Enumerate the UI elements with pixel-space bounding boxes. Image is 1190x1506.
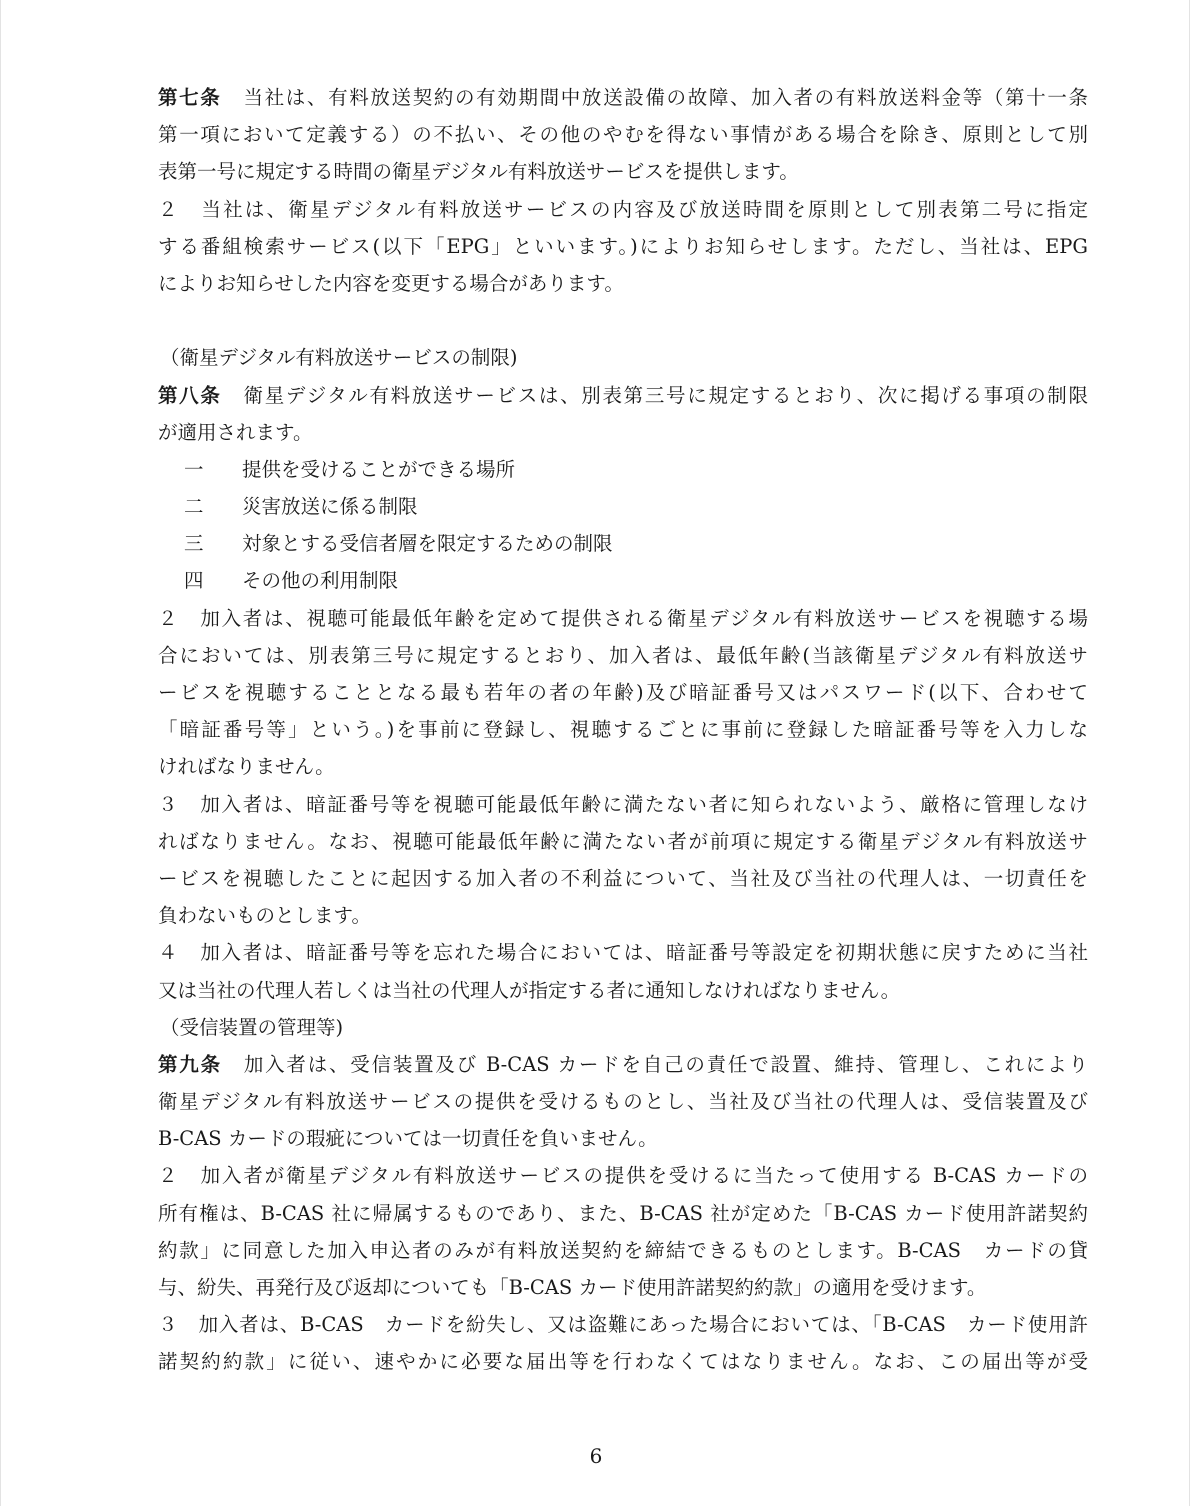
article-9-para-3-line-2: 諾契約約款」に従い、速やかに必要な届出等を行わなくてはなりません。なお、この届出等が受 bbox=[158, 1350, 1088, 1374]
article-8-para-2-line-1: ２ 加入者は、視聴可能最低年齢を定めて提供される衛星デジタル有料放送サービスを視聴する場 bbox=[158, 606, 1088, 630]
article-9-para-2-line-4: 与、紛失、再発行及び返却についても「B-CAS カード使用許諾契約約款」の適用を受けます。 bbox=[158, 1276, 987, 1299]
article-9-label: 第九条 bbox=[158, 1052, 222, 1076]
article-9-line-1 bbox=[158, 1046, 1088, 1083]
article-9-text: 加入者は、受信装置及び B-CAS カードを自己の責任で設置、維持、管理し、これにより bbox=[243, 1052, 1088, 1076]
article-8-para-2-line-2: 合においては、別表第三号に規定するとおり、加入者は、最低年齢(当該衛星デジタル有料放送サ bbox=[158, 643, 1088, 667]
article-7-line-2: 第一項において定義する）の不払い、その他のやむを得ない事情がある場合を除き、原則として別 bbox=[158, 123, 1088, 147]
article-8-line-2: が適用されます。 bbox=[158, 420, 313, 444]
item-text: 災害放送に係る制限 bbox=[242, 495, 418, 519]
item-text: 提供を受けることができる場所 bbox=[242, 457, 516, 481]
article-8-item-2 bbox=[158, 488, 1088, 525]
item-number: 四 bbox=[184, 569, 204, 593]
item-text: 対象とする受信者層を限定するための制限 bbox=[242, 532, 613, 556]
article-8-para-2-line-3: ービスを視聴することとなる最も若年の者の年齢)及び暗証番号又はパスワード(以下、合わせて bbox=[158, 681, 1088, 704]
article-8-para-4-line-2: 又は当社の代理人若しくは当社の代理人が指定する者に通知しなければなりません。 bbox=[158, 978, 901, 1002]
article-8-text: 衛星デジタル有料放送サービスは、別表第三号に規定するとおり、次に掲げる事項の制限 bbox=[243, 383, 1088, 407]
article-9-para-3-line-1: ３ 加入者は、B-CAS カードを紛失し、又は盗難にあった場合においては、「B-CAS カード使用許 bbox=[158, 1313, 1088, 1337]
article-7-para-2-line-3: によりお知らせした内容を変更する場合があります。 bbox=[158, 271, 624, 295]
article-9-para-2-line-2: 所有権は、B-CAS 社に帰属するものであり、また、B-CAS 社が定めた「B-CAS カード使用許諾契約 bbox=[158, 1201, 1088, 1225]
article-8-item-1 bbox=[158, 451, 1088, 488]
article-8-para-3-line-3: ービスを視聴したことに起因する加入者の不利益について、当社及び当社の代理人は、一切責任を bbox=[158, 866, 1088, 890]
article-9-line-2: 衛星デジタル有料放送サービスの提供を受けるものとし、当社及び当社の代理人は、受信装置及び bbox=[158, 1090, 1088, 1114]
article-7-line-1 bbox=[158, 79, 1088, 116]
article-7-para-2-line-1: ２ 当社は、衛星デジタル有料放送サービスの内容及び放送時間を原則として別表第二号に指定 bbox=[158, 197, 1088, 221]
article-8-heading: （衛星デジタル有料放送サービスの制限) bbox=[160, 346, 518, 370]
article-8-para-3-line-4: 負わないものとします。 bbox=[158, 904, 371, 928]
article-8-para-3-line-2: ればなりません。なお、視聴可能最低年齢に満たない者が前項に規定する衛星デジタル有料放送サ bbox=[158, 829, 1088, 853]
article-8-item-4 bbox=[158, 562, 1088, 599]
item-text: その他の利用制限 bbox=[242, 569, 399, 593]
article-9-para-2-line-1: ２ 加入者が衛星デジタル有料放送サービスの提供を受けるに当たって使用する B-CAS カードの bbox=[158, 1164, 1088, 1188]
article-7-para-2-line-2: する番組検索サービス(以下「EPG」といいます。)によりお知らせします。ただし、当社は、EPG bbox=[158, 234, 1088, 258]
article-8-label: 第八条 bbox=[158, 383, 222, 407]
item-number: 一 bbox=[184, 457, 204, 481]
document-body bbox=[158, 79, 1088, 1381]
article-8-para-3-line-1: ３ 加入者は、暗証番号等を視聴可能最低年齢に満たない者に知られないよう、厳格に管理しなけ bbox=[158, 792, 1088, 816]
article-7-line-3: 表第一号に規定する時間の衛星デジタル有料放送サービスを提供します。 bbox=[158, 160, 799, 184]
item-number: 三 bbox=[184, 532, 204, 556]
item-number: 二 bbox=[184, 495, 204, 519]
article-8-para-4-line-1: ４ 加入者は、暗証番号等を忘れた場合においては、暗証番号等設定を初期状態に戻すために当社 bbox=[158, 941, 1088, 965]
blank-line bbox=[158, 302, 1088, 339]
article-9-line-3: B-CAS カードの瑕疵については一切責任を負いません。 bbox=[158, 1127, 658, 1151]
article-8-item-3 bbox=[158, 525, 1088, 562]
article-9-heading: （受信装置の管理等) bbox=[160, 1015, 344, 1039]
page-number: 6 bbox=[589, 1444, 603, 1468]
article-8-para-2-line-4: 「暗証番号等」という。)を事前に登録し、視聴するごとに事前に登録した暗証番号等を入力しな bbox=[158, 718, 1088, 742]
article-7-label: 第七条 bbox=[158, 86, 222, 109]
article-9-para-2-line-3: 約款」に同意した加入申込者のみが有料放送契約を締結できるものとします。B-CAS カードの貸 bbox=[158, 1238, 1088, 1262]
article-7-text: 当社は、有料放送契約の有効期間中放送設備の故障、加入者の有料放送料金等（第十一条 bbox=[243, 86, 1088, 109]
article-8-line-1 bbox=[158, 377, 1088, 414]
article-8-para-2-line-5: ければなりません。 bbox=[158, 755, 335, 779]
